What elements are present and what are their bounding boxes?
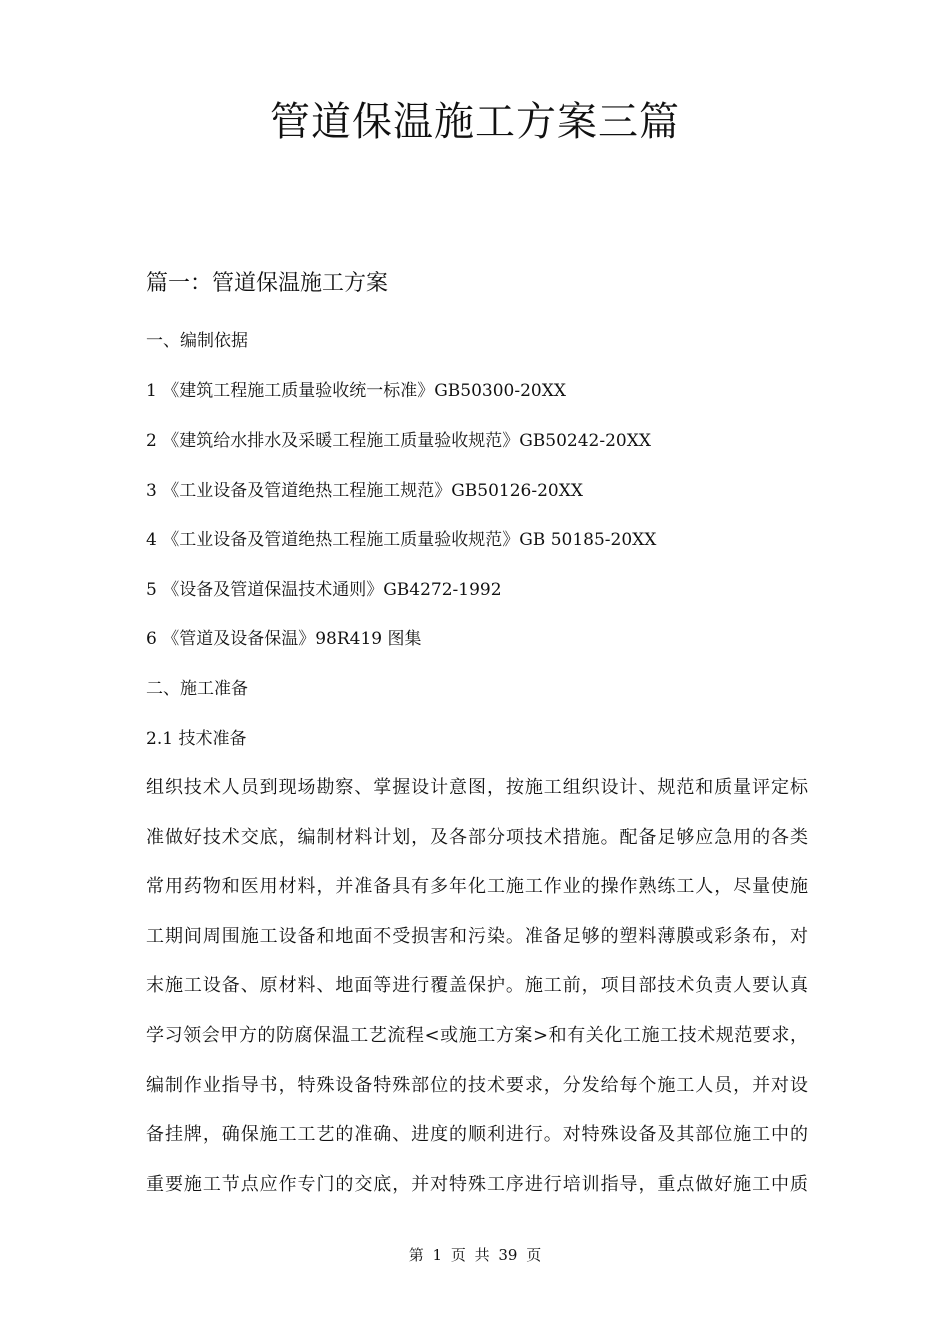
reference-item-5: 5 《设备及管道保温技术通则》GB4272-1992	[146, 580, 502, 600]
reference-item-3: 3 《工业设备及管道绝热工程施工规范》GB50126-20XX	[146, 481, 583, 501]
page-footer: 第 1 页 共 39 页	[408, 1246, 542, 1264]
paragraph-line: 学习领会甲方的防腐保温工艺流程<或施工方案>和有关化工施工技术规范要求，	[146, 1024, 808, 1046]
paragraph-line: 重要施工节点应作专门的交底，并对特殊工序进行培训指导，重点做好施工中质	[146, 1173, 808, 1195]
heading-preparation: 二、施工准备	[146, 679, 248, 699]
body-paragraph	[146, 772, 808, 1218]
subheading-technical-preparation: 2.1 技术准备	[146, 729, 247, 749]
paragraph-line: 常用药物和医用材料，并准备具有多年化工施工作业的操作熟练工人，尽量使施	[146, 876, 808, 898]
paragraph-line: 组织技术人员到现场勘察、掌握设计意图，按施工组织设计、规范和质量评定标	[146, 777, 808, 798]
paragraph-line: 准做好技术交底，编制材料计划，及各部分项技术措施。配备足够应急用的各类	[146, 826, 808, 848]
reference-item-1: 1 《建筑工程施工质量验收统一标准》GB50300-20XX	[146, 381, 566, 401]
paragraph-line: 备挂牌，确保施工工艺的准确、进度的顺利进行。对特殊设备及其部位施工中的	[146, 1124, 808, 1146]
paragraph-line: 工期间周围施工设备和地面不受损害和污染。准备足够的塑料薄膜或彩条布，对	[146, 925, 808, 947]
paragraph-line: 编制作业指导书，特殊设备特殊部位的技术要求，分发给每个施工人员，并对设	[146, 1074, 808, 1096]
heading-basis: 一、编制依据	[146, 331, 248, 351]
reference-item-4: 4 《工业设备及管道绝热工程施工质量验收规范》GB 50185-20XX	[146, 530, 657, 550]
reference-item-6: 6 《管道及设备保温》98R419 图集	[146, 629, 422, 649]
document-title: 管道保温施工方案三篇	[270, 99, 680, 145]
paragraph-line: 末施工设备、原材料、地面等进行覆盖保护。施工前，项目部技术负责人要认真	[146, 975, 808, 997]
section-heading: 篇一：管道保温施工方案	[146, 271, 389, 296]
reference-item-2: 2 《建筑给水排水及采暖工程施工质量验收规范》GB50242-20XX	[146, 431, 651, 451]
